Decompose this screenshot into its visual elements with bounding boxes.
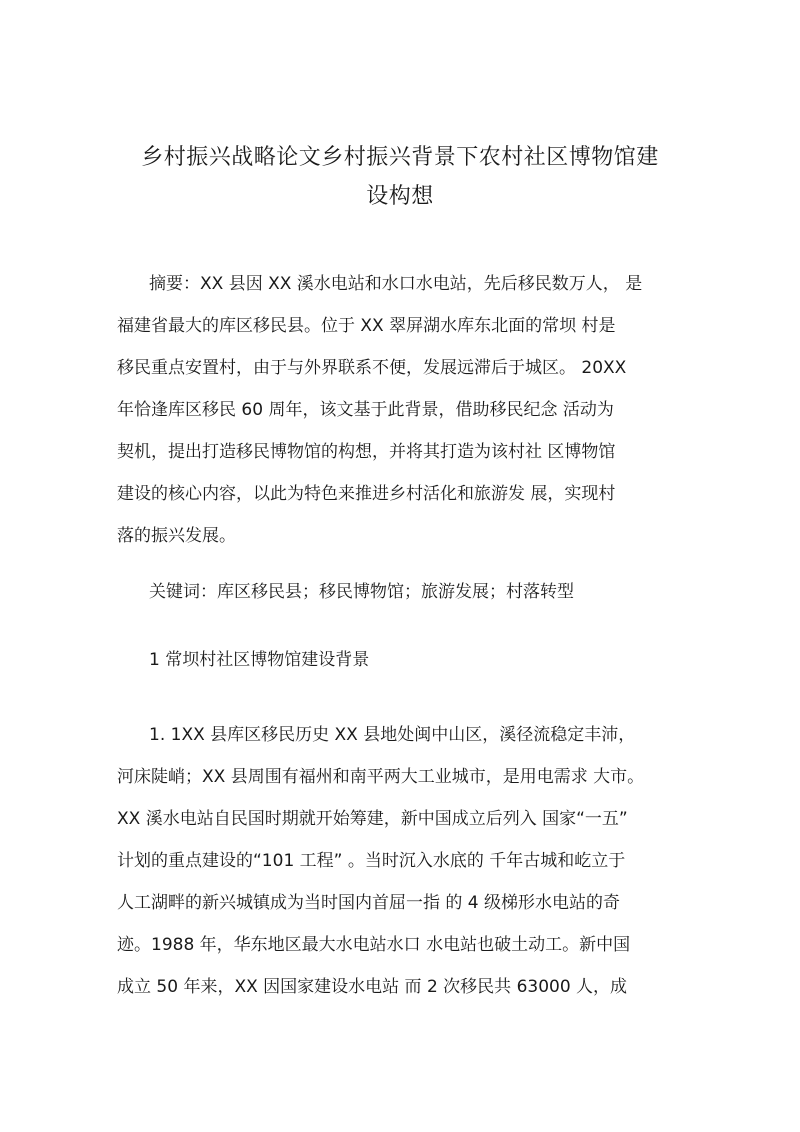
abstract-line: 建设的核心内容，以此为特色来推进乡村活化和旅游发 展，实现村 <box>117 484 616 504</box>
abstract-line: 落的振兴发展。 <box>117 526 236 546</box>
abstract-line: 契机，提出打造移民博物馆的构想，并将其打造为该村社 区博物馆 <box>117 442 616 462</box>
abstract-line: 摘要：XX 县因 XX 溪水电站和水口水电站，先后移民数万人， 是 <box>149 274 643 294</box>
body-line: 计划的重点建设的“101 工程” 。当时沉入水底的 千年古城和屹立于 <box>117 851 626 871</box>
body-line: XX 溪水电站自民国时期就开始筹建，新中国成立后列入 国家“一五” <box>117 809 628 829</box>
document-title-line-2: 设构想 <box>366 184 434 209</box>
abstract-line: 移民重点安置村，由于与外界联系不便，发展远滞后于城区。 20XX <box>117 358 627 378</box>
body-line: 迹。1988 年，华东地区最大水电站水口 水电站也破土动工。新中国 <box>117 935 631 955</box>
document-title-line-1: 乡村振兴战略论文乡村振兴背景下农村社区博物馆建 <box>141 145 659 170</box>
body-line: 1. 1XX 县库区移民历史 XX 县地处闽中山区，溪径流稳定丰沛， <box>149 725 636 745</box>
abstract-line: 年恰逢库区移民 60 周年，该文基于此背景，借助移民纪念 活动为 <box>117 400 614 420</box>
keywords-line: 关键词：库区移民县；移民博物馆；旅游发展；村落转型 <box>149 582 574 602</box>
body-line: 人工湖畔的新兴城镇成为当时国内首屈一指 的 4 级梯形水电站的奇 <box>117 893 621 913</box>
section-heading: 1 常坝村社区博物馆建设背景 <box>149 650 370 670</box>
body-line: 成立 50 年来，XX 因国家建设水电站 而 2 次移民共 63000 人，成 <box>117 977 628 997</box>
abstract-line: 福建省最大的库区移民县。位于 XX 翠屏湖水库东北面的常坝 村是 <box>117 316 616 336</box>
body-line: 河床陡峭；XX 县周围有福州和南平两大工业城市，是用电需求 大市。 <box>117 767 645 787</box>
